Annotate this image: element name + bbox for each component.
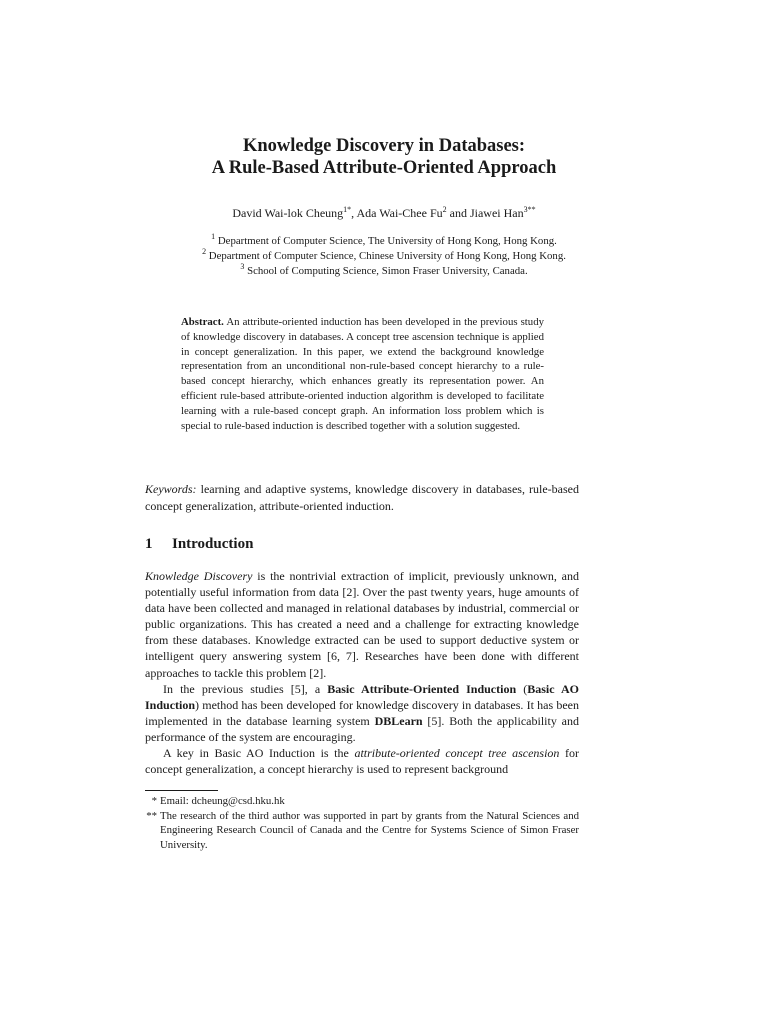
paragraph (145, 568, 579, 681)
affiliation (0, 261, 768, 279)
footnote (145, 809, 579, 853)
keywords (145, 481, 579, 515)
paragraph-text: [5]. Both the applicability and performance of the system are encouraging. (145, 713, 579, 744)
section-title: Introduction (172, 536, 254, 552)
paragraph-text: ) method has been developed for knowledge discovery in databases. It has been implemented in the database learning system (145, 697, 579, 728)
paragraph-text: for concept generalization, a concept hierarchy is used to represent background (145, 746, 579, 777)
footnote-divider (145, 790, 218, 791)
abstract-label: Abstract. (181, 316, 224, 328)
paragraph-text: In the previous studies [5], a (163, 681, 328, 696)
author-name: Ada Wai-Chee Fu (356, 206, 443, 220)
author-name: David Wai-lok Cheung (232, 206, 344, 220)
author-name: Jiawei Han (469, 206, 524, 220)
paragraph (145, 745, 579, 777)
footnote-mark: ** (146, 809, 157, 822)
author-affiliation-mark: 2 (442, 205, 447, 214)
section-body (145, 568, 579, 777)
footnote-mark: * (151, 795, 157, 807)
paper-title-line-1: Knowledge Discovery in Databases: (242, 136, 526, 156)
footnote (145, 794, 579, 809)
keywords-text: learning and adaptive systems, knowledge discovery in databases, rule-based concept generalization, attribute-oriented induction. (145, 482, 579, 513)
affiliation (0, 234, 768, 249)
author-conjunction: and (446, 206, 470, 220)
system-name: DBLearn (374, 713, 423, 728)
abstract (181, 315, 544, 433)
defined-term: Knowledge Discovery (145, 569, 253, 583)
method-abbreviation: Basic AO Induction (145, 681, 580, 712)
keywords-label: Keywords: (145, 482, 197, 496)
section-number: 1 (145, 536, 153, 552)
section-heading (145, 536, 253, 553)
author-affiliation-mark: 3** (523, 205, 536, 214)
footnote-text: The research of the third author was supported in part by grants from the Natural Sciences and Engineering Research Council of Canada and the Centre for Systems Science of Simon Fraser University. (160, 809, 579, 851)
author-affiliation-mark: 1* (343, 205, 352, 214)
footnotes (145, 794, 579, 852)
affiliation-number: 2 (202, 246, 207, 256)
method-name: Basic Attribute-Oriented Induction (327, 681, 517, 696)
affiliation-text: Department of Computer Science, Chinese University of Hong Kong, Hong Kong. (208, 249, 566, 262)
author-list (0, 206, 768, 221)
affiliation-number: 3 (240, 261, 245, 271)
affiliation-list (0, 234, 768, 278)
affiliation-text: School of Computing Science, Simon Fraser University, Canada. (247, 264, 528, 277)
affiliation-number: 1 (211, 232, 216, 241)
abstract-text: An attribute-oriented induction has been developed in the previous study of knowledge discovery in databases. A concept tree ascension technique is applied in concept generalization. In this paper, we extend the background knowledge representation from an unconditional non-rule-based concept hierarchy to a rule-based concept hierarchy, which enhances greatly its representation power. An efficient rule-based attribute-oriented induction algorithm is developed to facilitate learning with a rule-based concept graph. An information loss problem which is special to rule-based induction is described together with a solution suggested. (181, 316, 544, 432)
paragraph-text: ( (516, 681, 528, 696)
paper-title-line-2: A Rule-Based Attribute-Oriented Approach (211, 158, 557, 178)
paragraph-text: is the nontrivial extraction of implicit, previously unknown, and potentially useful information from data [2]. Over the past twenty years, huge amounts of data have been collected and managed in relational databases by industrial, commercial or public organizations. This has created a need and a challenge for extracting knowledge from these databases. Knowledge extracted can be used to support deductive system or intelligent query answering system [6, 7]. Researches have been done with different approaches to tackle this problem [2]. (145, 569, 580, 680)
emphasized-term: attribute-oriented concept tree ascension (354, 746, 560, 761)
paragraph-text: A key in Basic AO Induction is the (163, 746, 355, 761)
paragraph (145, 681, 579, 745)
author-separator: , (351, 206, 357, 220)
footnote-text: Email: dcheung@csd.hku.hk (160, 795, 285, 807)
affiliation-text: Department of Computer Science, The University of Hong Kong, Hong Kong. (217, 235, 557, 247)
affiliation (0, 246, 768, 264)
